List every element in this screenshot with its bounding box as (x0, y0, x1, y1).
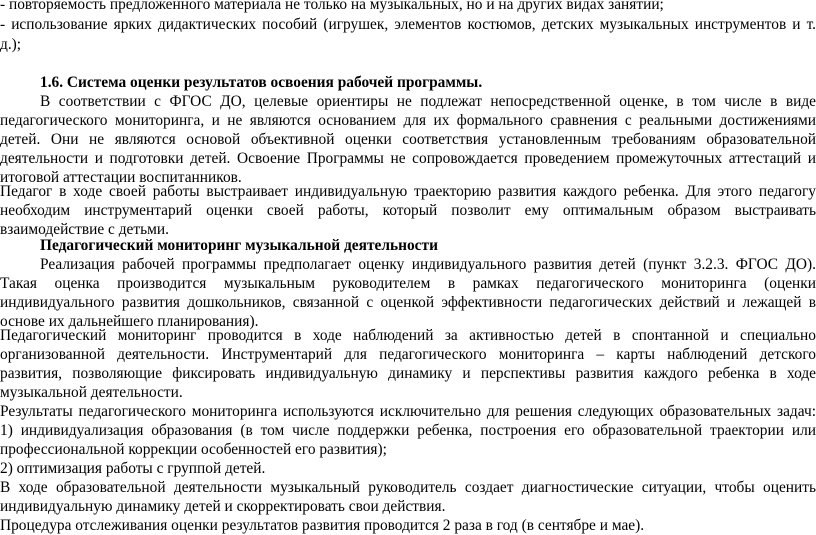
paragraph-line: Результаты педагогического мониторинга используются исключительно для решения следующих образовательных задач: (0, 403, 816, 420)
paragraph-line: Педагог в ходе своей работы выстраивает индивидуальную траекторию развития каждого ребенка. Для этого педагогу (0, 183, 816, 200)
paragraph-line: Процедура отслеживания оценки результатов развития проводится 2 раза в год (в сентябре и мае). (0, 517, 645, 534)
paragraph-line: Педагогический мониторинг проводится в ходе наблюдений за активностью детей в спонтанной и специально (0, 327, 816, 344)
paragraph-line: педагогического мониторинга, и не являются основанием для их формального сравнения с реальными достижениями (0, 112, 816, 129)
paragraph-line: развития, позволяющие фиксировать индивидуальную динамику и перспективы развития каждого ребенка в ходе (0, 365, 816, 382)
paragraph-line: В соответствии с ФГОС ДО, целевые ориентиры не подлежат непосредственной оценке, в том числе в виде (40, 93, 816, 110)
list-item-repetition: - повторяемость предложенного материала не только на музыкальных, но и на других видах занятий; (0, 0, 664, 13)
paragraph-line: В ходе образовательной деятельности музыкальный руководитель создает диагностические ситуации, чтобы оценить (0, 479, 816, 496)
list-item-didactic-aids-continued: д.); (0, 36, 22, 53)
paragraph-line: индивидуальную динамику детей и скорректировать свои действия. (0, 498, 446, 515)
subsection-heading: Педагогический мониторинг музыкальной деятельности (40, 237, 438, 254)
paragraph-line: необходим инструментарий оценки своей работы, который позволит ему оптимальным образом выстраивать (0, 202, 816, 219)
section-heading: 1.6. Система оценки результатов освоения рабочей программы. (40, 74, 483, 91)
paragraph-line: Такая оценка производится музыкальным руководителем в рамках педагогического мониторинга (оценки (0, 275, 816, 292)
list-item-individualization-continued: профессиональной коррекции особенностей его развития); (0, 441, 387, 458)
paragraph-line: музыкальной деятельности. (0, 384, 183, 401)
paragraph-line: итоговой аттестации воспитанников. (0, 169, 242, 186)
list-item-optimization: 2) оптимизация работы с группой детей. (0, 460, 266, 477)
paragraph-line: основе их дальнейшего планирования). (0, 313, 259, 330)
paragraph-line: взаимодействие с детьми. (0, 221, 169, 238)
paragraph-line: организованной деятельности. Инструментарий для педагогического мониторинга – карты наблюдений детского (0, 346, 816, 363)
list-item-didactic-aids: - использование ярких дидактических пособий (игрушек, элементов костюмов, детских музыкальных инструментов и т. (0, 16, 816, 33)
list-item-individualization: 1) индивидуализация образования (в том числе поддержки ребенка, построения его образовательной траектории или (0, 422, 816, 439)
paragraph-line: индивидуального развития дошкольников, связанной с оценкой эффективности педагогических действий и лежащей в (0, 294, 816, 311)
paragraph-line: Реализация рабочей программы предполагает оценку индивидуального развития детей (пункт 3.2.3. ФГОС ДО). (40, 256, 816, 273)
paragraph-line: детей. Они не являются основой объективной оценки соответствия установленным требованиям образовательной (0, 131, 816, 148)
paragraph-line: деятельности и подготовки детей. Освоение Программы не сопровождается проведением промежуточных аттестаций и (0, 150, 816, 167)
